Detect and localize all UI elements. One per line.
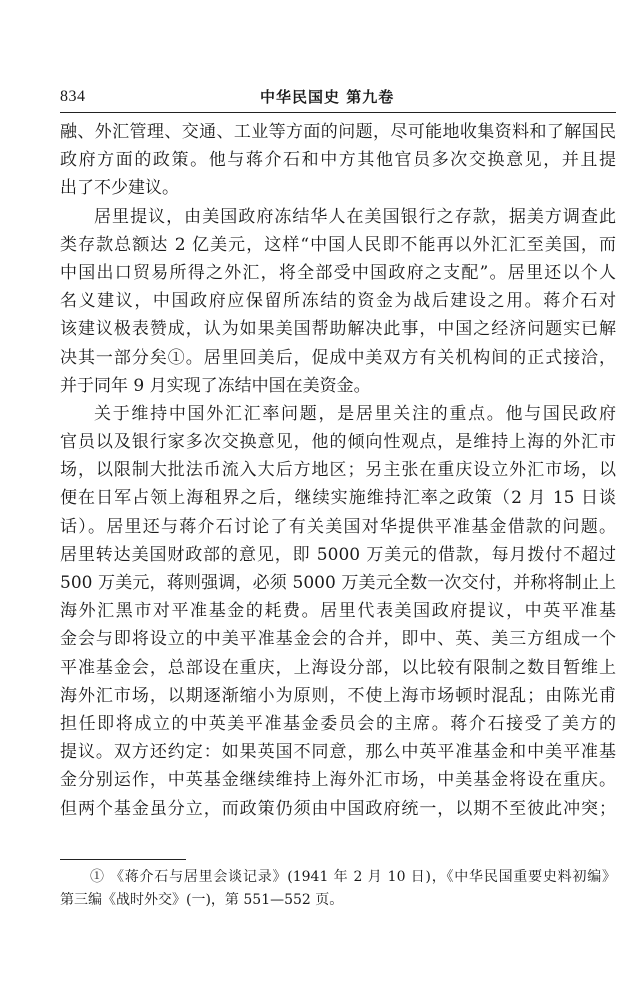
text-line: 名义建议，中国政府应保留所冻结的资金为战后建设之用。蒋介石对 bbox=[60, 291, 616, 312]
text-line: 居里转达美国财政部的意见，即 5000 万美元的借款，每月拨付不超过 bbox=[60, 544, 616, 565]
text-line: 金分别运作，中英基金继续维持上海外汇市场，中美基金将设在重庆。 bbox=[60, 770, 616, 791]
footnote-line: 第三编《战时外交》(一)，第 551—552 页。 bbox=[60, 892, 344, 908]
footnotes bbox=[60, 866, 616, 912]
page-number: 834 bbox=[60, 88, 86, 105]
text-line: 话）。居里还与蒋介石讨论了有关美国对华提供平准基金借款的问题。 bbox=[60, 516, 616, 537]
text-line: 融、外汇管理、交通、工业等方面的问题，尽可能地收集资料和了解国民 bbox=[60, 122, 616, 142]
text-line: 海外汇市场，以期逐渐缩小为原则，不使上海市场顿时混乱；由陈光甫 bbox=[60, 685, 616, 706]
text-line: 决其一部分矣①。居里回美后，促成中美双方有关机构间的正式接洽， bbox=[60, 347, 616, 368]
running-title: 中华民国史 第九卷 bbox=[260, 88, 395, 106]
text-line: 居里提议，由美国政府冻结华人在美国银行之存款，据美方调查此 bbox=[94, 206, 616, 227]
text-line: 提议。双方还约定：如果英国不同意，那么中英平准基金和中美平准基 bbox=[60, 742, 616, 763]
footnote-rule bbox=[60, 859, 186, 860]
page-header bbox=[60, 86, 616, 113]
text-line: 出了不少建议。 bbox=[60, 178, 179, 199]
text-line: 担任即将成立的中英美平准基金委员会的主席。蒋介石接受了美方的 bbox=[60, 713, 616, 734]
text-line: 中国出口贸易所得之外汇，将全部受中国政府之支配”。居里还以个人 bbox=[60, 262, 616, 283]
text-line: 政府方面的政策。他与蒋介石和中方其他官员多次交换意见，并且提 bbox=[60, 150, 616, 171]
text-line: 但两个基金虽分立，而政策仍须由中国政府统一，以期不至彼此冲突； bbox=[60, 798, 616, 819]
text-line: 场，以限制大批法币流入大后方地区；另主张在重庆设立外汇市场，以 bbox=[60, 460, 616, 481]
text-line: 便在日军占领上海租界之后，继续实施维持汇率之政策（2 月 15 日谈 bbox=[60, 488, 616, 509]
text-line: 海外汇黑市对平准基金的耗费。居里代表美国政府提议，中英平准基 bbox=[60, 601, 616, 622]
text-line: 金会与即将设立的中美平准基金会的合并，即中、英、美三方组成一个 bbox=[60, 629, 616, 650]
body-text bbox=[60, 118, 616, 823]
text-line: 关于维持中国外汇汇率问题，是居里关注的重点。他与国民政府 bbox=[94, 403, 616, 424]
text-line: 并于同年 9 月实现了冻结中国在美资金。 bbox=[60, 375, 371, 396]
footnote-line: ① 《蒋介石与居里会谈记录》(1941 年 2 月 10 日)，《中华民国重要史料初编》 bbox=[90, 869, 616, 885]
text-line: 类存款总额达 2 亿美元，这样“中国人民即不能再以外汇汇至美国，而 bbox=[60, 234, 616, 255]
text-line: 官员以及银行家多次交换意见，他的倾向性观点，是维持上海的外汇市 bbox=[60, 432, 616, 453]
text-line: 500 万美元，蒋则强调，必须 5000 万美元全数一次交付，并称将制止上 bbox=[60, 573, 616, 593]
text-line: 平准基金会，总部设在重庆，上海设分部，以比较有限制之数目暂维上 bbox=[60, 657, 616, 678]
text-line: 该建议极表赞成，认为如果美国帮助解决此事，中国之经济问题实已解 bbox=[60, 319, 616, 340]
